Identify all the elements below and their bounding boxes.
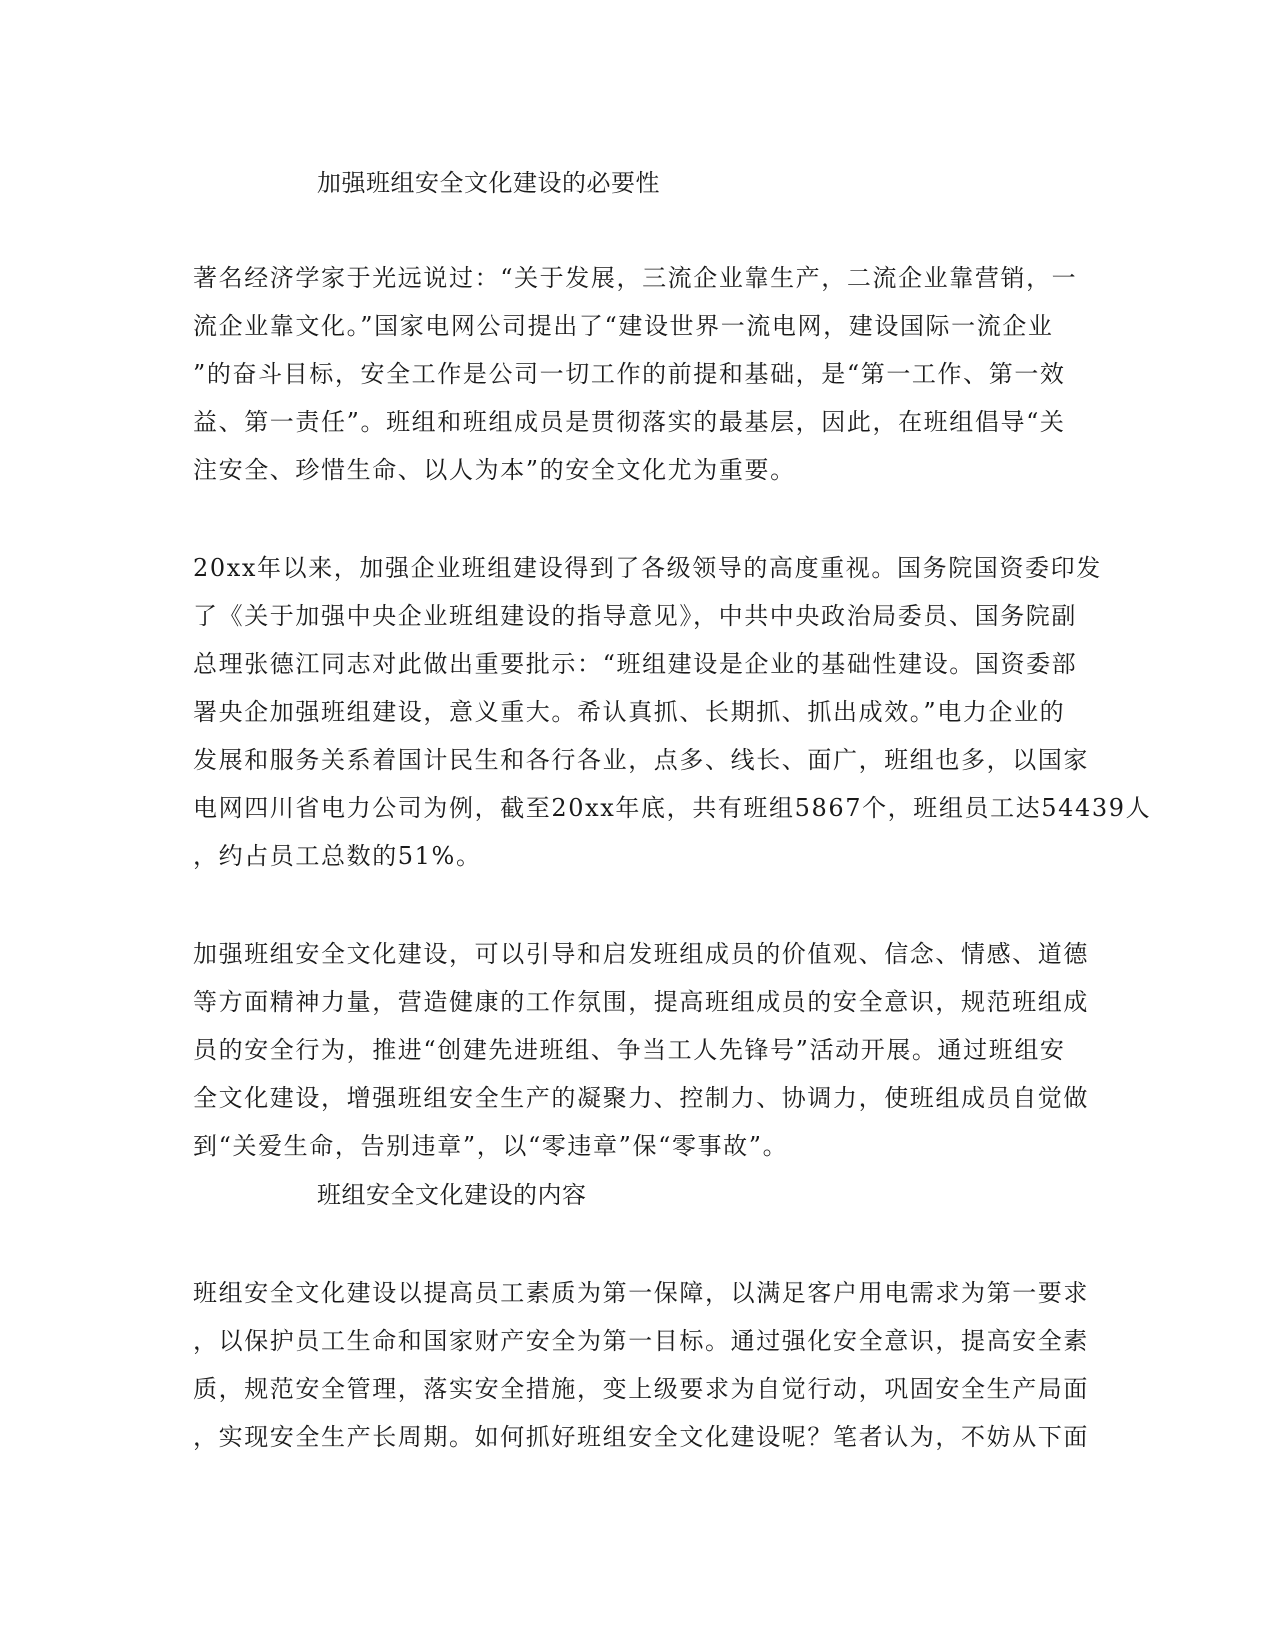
paragraph-line: 班组安全文化建设以提高员工素质为第一保障，以满足客户用电需求为第一要求 bbox=[193, 1279, 1089, 1307]
paragraph-line: 了《关于加强中央企业班组建设的指导意见》，中共中央政治局委员、国务院副 bbox=[193, 602, 1077, 630]
paragraph-line: 益、第一责任”。班组和班组成员是贯彻落实的最基层，因此，在班组倡导“关 bbox=[193, 408, 1066, 436]
paragraph-line: 20xx年以来，加强企业班组建设得到了各级领导的高度重视。国务院国资委印发 bbox=[193, 554, 1102, 582]
paragraph-line: 全文化建设，增强班组安全生产的凝聚力、控制力、协调力，使班组成员自觉做 bbox=[193, 1084, 1089, 1112]
paragraph-line: 加强班组安全文化建设，可以引导和启发班组成员的价值观、信念、情感、道德 bbox=[193, 940, 1089, 968]
paragraph-line: 员的安全行为，推进“创建先进班组、争当工人先锋号”活动开展。通过班组安 bbox=[193, 1036, 1066, 1064]
paragraph-line: 流企业靠文化。”国家电网公司提出了“建设世界一流电网，建设国际一流企业 bbox=[193, 312, 1054, 340]
paragraph-line: ”的奋斗目标，安全工作是公司一切工作的前提和基础，是“第一工作、第一效 bbox=[193, 360, 1066, 388]
paragraph-line: 著名经济学家于光远说过：“关于发展，三流企业靠生产，二流企业靠营销，一 bbox=[193, 264, 1078, 292]
section-heading-necessity: 加强班组安全文化建设的必要性 bbox=[317, 169, 660, 197]
paragraph-line: ，实现安全生产长周期。如何抓好班组安全文化建设呢？笔者认为，不妨从下面 bbox=[193, 1423, 1089, 1451]
paragraph-line: 发展和服务关系着国计民生和各行各业，点多、线长、面广，班组也多，以国家 bbox=[193, 746, 1089, 774]
paragraph-line: 等方面精神力量，营造健康的工作氛围，提高班组成员的安全意识，规范班组成 bbox=[193, 988, 1089, 1016]
paragraph-line: ，以保护员工生命和国家财产安全为第一目标。通过强化安全意识，提高安全素 bbox=[193, 1327, 1089, 1355]
paragraph-line: 署央企加强班组建设，意义重大。希认真抓、长期抓、抓出成效。”电力企业的 bbox=[193, 698, 1066, 726]
paragraph-line: 总理张德江同志对此做出重要批示：“班组建设是企业的基础性建设。国资委部 bbox=[193, 650, 1078, 678]
paragraph-line: 电网四川省电力公司为例，截至20xx年底，共有班组5867个，班组员工达54439人 bbox=[193, 794, 1152, 822]
paragraph-line: ，约占员工总数的51%。 bbox=[193, 842, 482, 870]
paragraph-line: 质，规范安全管理，落实安全措施，变上级要求为自觉行动，巩固安全生产局面 bbox=[193, 1375, 1089, 1403]
paragraph-line: 注安全、珍惜生命、以人为本”的安全文化尤为重要。 bbox=[193, 456, 796, 484]
section-heading-content: 班组安全文化建设的内容 bbox=[317, 1181, 587, 1209]
paragraph-line: 到“关爱生命，告别违章”，以“零违章”保“零事故”。 bbox=[193, 1132, 789, 1160]
